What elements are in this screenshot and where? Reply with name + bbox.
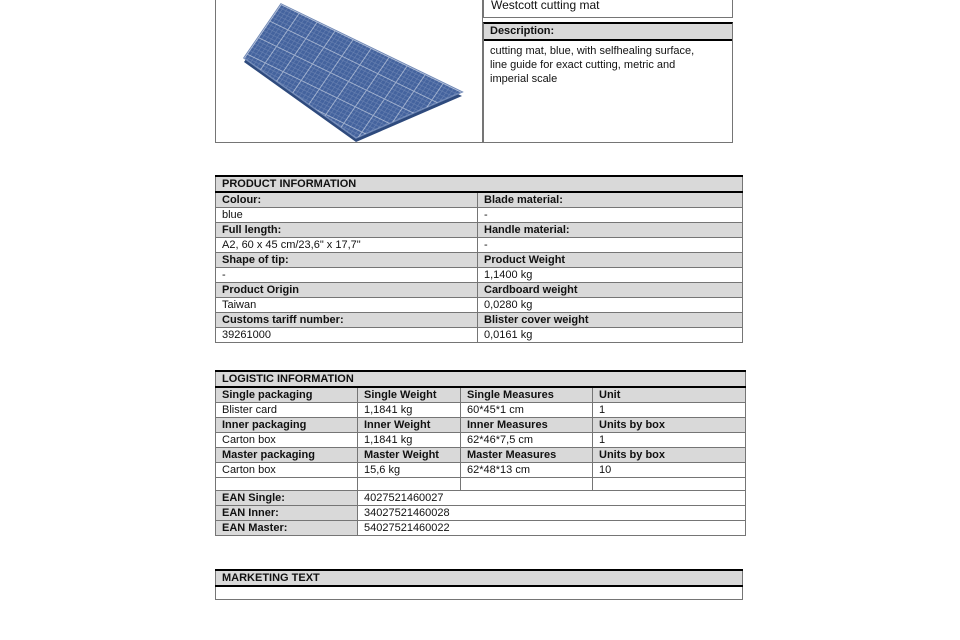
value-cell: 60*45*1 cm xyxy=(461,403,593,418)
section-header-row xyxy=(216,371,746,387)
value-cell xyxy=(461,478,593,491)
value-cell: - xyxy=(478,208,743,223)
value-cell: A2, 60 x 45 cm/23,6" x 17,7" xyxy=(216,238,478,253)
label-cell: Master packaging xyxy=(216,448,358,463)
logistic-information-table xyxy=(215,370,746,491)
table-row xyxy=(216,223,743,238)
value-cell: 1 xyxy=(593,433,746,448)
product-name: Westcott cutting mat xyxy=(491,0,600,12)
value-cell xyxy=(593,478,746,491)
label-cell: EAN Single: xyxy=(216,491,358,506)
table-row xyxy=(216,283,743,298)
value-cell: Carton box xyxy=(216,433,358,448)
value-cell: 1,1841 kg xyxy=(358,433,461,448)
section-title: PRODUCT INFORMATION xyxy=(216,176,743,192)
value-cell: 0,0280 kg xyxy=(478,298,743,313)
value-cell: Blister card xyxy=(216,403,358,418)
label-cell: Product Weight xyxy=(478,253,743,268)
value-cell: - xyxy=(478,238,743,253)
label-cell: Single Measures xyxy=(461,387,593,403)
mat-grid-overlay xyxy=(244,4,462,138)
label-cell: Full length: xyxy=(216,223,478,238)
value-cell: Carton box xyxy=(216,463,358,478)
value-cell xyxy=(358,478,461,491)
marketing-text-table xyxy=(215,569,743,600)
value-cell: 10 xyxy=(593,463,746,478)
value-cell: Taiwan xyxy=(216,298,478,313)
table-row xyxy=(216,418,746,433)
table-row xyxy=(216,208,743,223)
table-row xyxy=(216,491,746,506)
value-cell: 1 xyxy=(593,403,746,418)
value-cell: 54027521460022 xyxy=(358,521,746,536)
description-line: imperial scale xyxy=(490,73,558,85)
table-row xyxy=(216,192,743,208)
label-cell: Colour: xyxy=(216,192,478,208)
description-text xyxy=(484,41,732,86)
value-cell: 4027521460027 xyxy=(358,491,746,506)
empty-row xyxy=(216,478,746,491)
value-cell: 34027521460028 xyxy=(358,506,746,521)
table-row xyxy=(216,506,746,521)
label-cell: Blister cover weight xyxy=(478,313,743,328)
value-cell: 0,0161 kg xyxy=(478,328,743,343)
value-cell: 15,6 kg xyxy=(358,463,461,478)
product-name-box xyxy=(483,0,733,18)
label-cell: Inner packaging xyxy=(216,418,358,433)
table-row xyxy=(216,328,743,343)
section-title: LOGISTIC INFORMATION xyxy=(216,371,746,387)
label-cell: Units by box xyxy=(593,418,746,433)
table-row xyxy=(216,238,743,253)
label-cell: Master Measures xyxy=(461,448,593,463)
table-row xyxy=(216,268,743,283)
value-cell: - xyxy=(216,268,478,283)
label-cell: Inner Weight xyxy=(358,418,461,433)
table-row xyxy=(216,448,746,463)
table-row xyxy=(216,387,746,403)
value-cell: 1,1841 kg xyxy=(358,403,461,418)
label-cell: Blade material: xyxy=(478,192,743,208)
label-cell: Single packaging xyxy=(216,387,358,403)
label-cell: Handle material: xyxy=(478,223,743,238)
value-cell: 62*46*7,5 cm xyxy=(461,433,593,448)
table-row xyxy=(216,433,746,448)
value-cell xyxy=(216,478,358,491)
label-cell: Customs tariff number: xyxy=(216,313,478,328)
product-information-table xyxy=(215,175,743,343)
label-cell: EAN Master: xyxy=(216,521,358,536)
label-cell: Product Origin xyxy=(216,283,478,298)
product-image-cell xyxy=(215,0,483,143)
value-cell: blue xyxy=(216,208,478,223)
value-cell: 1,1400 kg xyxy=(478,268,743,283)
description-box xyxy=(483,22,733,143)
label-cell: Units by box xyxy=(593,448,746,463)
label-cell: EAN Inner: xyxy=(216,506,358,521)
label-cell: Inner Measures xyxy=(461,418,593,433)
table-row xyxy=(216,313,743,328)
label-cell: Master Weight xyxy=(358,448,461,463)
label-cell: Single Weight xyxy=(358,387,461,403)
description-line: line guide for exact cutting, metric and xyxy=(490,59,676,71)
table-row xyxy=(216,253,743,268)
value-cell: 62*48*13 cm xyxy=(461,463,593,478)
label-cell: Shape of tip: xyxy=(216,253,478,268)
description-header: Description: xyxy=(484,24,732,41)
section-header-row xyxy=(216,176,743,192)
table-row xyxy=(216,298,743,313)
description-line: cutting mat, blue, with selfhealing surface, xyxy=(490,45,695,57)
empty-row xyxy=(216,586,743,600)
cutting-mat-photo xyxy=(216,0,482,142)
table-row xyxy=(216,403,746,418)
marketing-body-cell xyxy=(216,586,743,600)
section-title: MARKETING TEXT xyxy=(216,570,743,586)
section-header-row xyxy=(216,570,743,586)
value-cell: 39261000 xyxy=(216,328,478,343)
label-cell: Unit xyxy=(593,387,746,403)
table-row xyxy=(216,521,746,536)
table-row xyxy=(216,463,746,478)
label-cell: Cardboard weight xyxy=(478,283,743,298)
ean-table xyxy=(215,490,746,536)
